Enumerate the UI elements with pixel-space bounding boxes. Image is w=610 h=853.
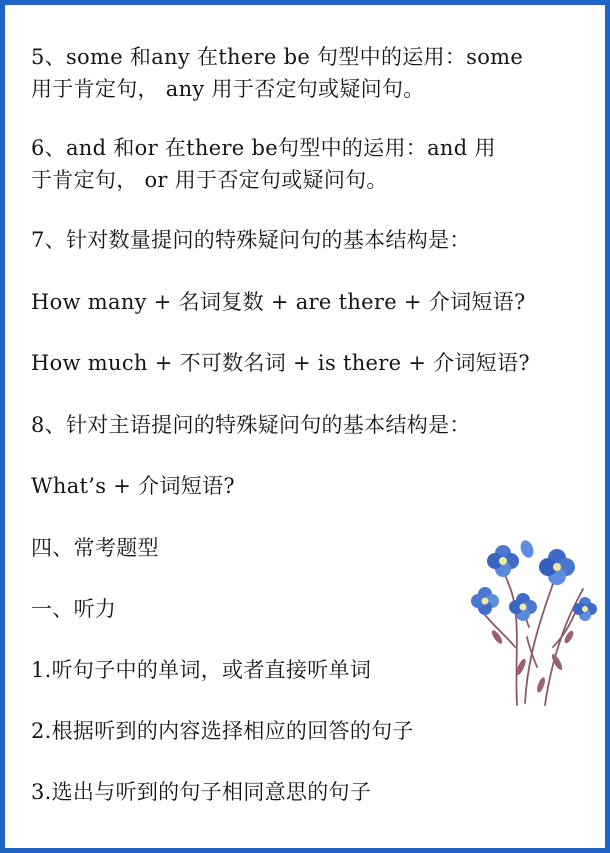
how-much-structure: How much + 不可数名词 + is there + 介词短语?	[31, 351, 530, 375]
listening-item-2: 2.根据听到的内容选择相应的回答的句子	[31, 719, 414, 743]
listening-subheading: 一、听力	[31, 597, 117, 621]
how-many-structure: How many + 名词复数 + are there + 介词短语?	[31, 290, 526, 314]
blue-flower-icon	[457, 527, 607, 707]
point-7-heading: 7、针对数量提问的特殊疑问句的基本结构是：	[31, 228, 471, 252]
section-4-heading: 四、常考题型	[31, 536, 159, 560]
point-6-line-2: 于肯定句， or 用于否定句或疑问句。	[31, 168, 388, 192]
whats-structure: What’s + 介词短语?	[31, 474, 235, 498]
point-8-heading: 8、针对主语提问的特殊疑问句的基本结构是：	[31, 413, 471, 437]
point-6-line-1: 6、and 和or 在there be句型中的运用：and 用	[31, 136, 496, 160]
listening-item-1: 1.听句子中的单词，或者直接听单词	[31, 658, 372, 682]
listening-item-3: 3.选出与听到的句子相同意思的句子	[31, 780, 372, 804]
point-5-line-2: 用于肯定句， any 用于否定句或疑问句。	[31, 77, 425, 101]
point-5-line-1: 5、some 和any 在there be 句型中的运用：some	[31, 45, 524, 69]
